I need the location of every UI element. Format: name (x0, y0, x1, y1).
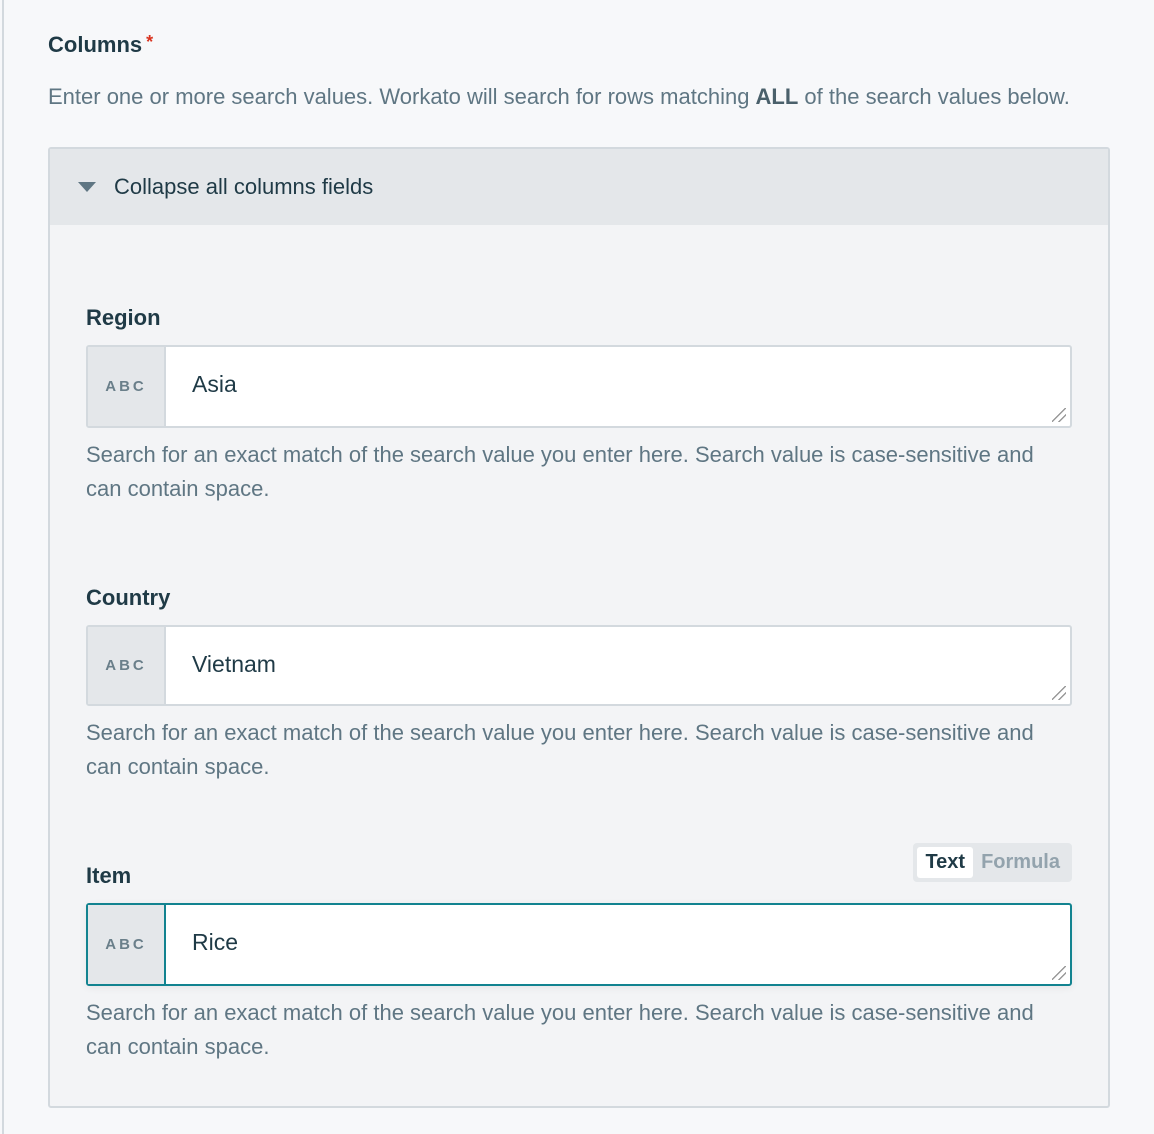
field-help: Search for an exact match of the search value you enter here. Search value is case-sensitive and can contain space. (86, 442, 1034, 501)
field-help: Search for an exact match of the search value you enter here. Search value is case-sensitive and can contain space. (86, 720, 1034, 779)
collapse-label: Collapse all columns fields (114, 174, 374, 199)
region-input[interactable] (86, 345, 1072, 428)
mode-text-button[interactable]: Text (917, 847, 973, 878)
left-border (2, 0, 4, 1134)
type-badge-icon: ABC (88, 627, 166, 704)
mode-formula-button[interactable]: Formula (981, 851, 1060, 873)
required-mark: * (146, 32, 154, 52)
columns-description (48, 80, 1088, 114)
field-region (86, 305, 1072, 506)
field-country (86, 585, 1072, 784)
desc-post: of the search values below. (798, 84, 1070, 109)
collapse-all-toggle[interactable] (50, 149, 1108, 225)
columns-title (48, 32, 153, 58)
field-label: Country (86, 585, 171, 610)
input-value[interactable]: Asia (192, 371, 237, 397)
field-label: Region (86, 305, 161, 330)
desc-bold: ALL (755, 84, 799, 109)
resize-handle[interactable] (1052, 966, 1066, 980)
desc-pre: Enter one or more search values. Workato will search for rows matching (48, 84, 756, 109)
type-badge-icon: ABC (88, 347, 166, 426)
country-input[interactable] (86, 625, 1072, 706)
columns-panel (48, 147, 1110, 1108)
type-badge-icon: ABC (88, 905, 166, 984)
resize-handle[interactable] (1052, 408, 1066, 422)
title-text: Columns (48, 32, 143, 57)
field-label: Item (86, 863, 132, 888)
input-value[interactable]: Rice (192, 929, 239, 955)
item-input[interactable] (86, 903, 1072, 986)
field-help: Search for an exact match of the search value you enter here. Search value is case-sensitive and can contain space. (86, 1000, 1034, 1059)
caret-down-icon (78, 182, 96, 192)
field-item (86, 851, 1072, 1064)
resize-handle[interactable] (1052, 686, 1066, 700)
input-value[interactable]: Vietnam (192, 651, 276, 677)
text-formula-toggle (913, 843, 1072, 882)
